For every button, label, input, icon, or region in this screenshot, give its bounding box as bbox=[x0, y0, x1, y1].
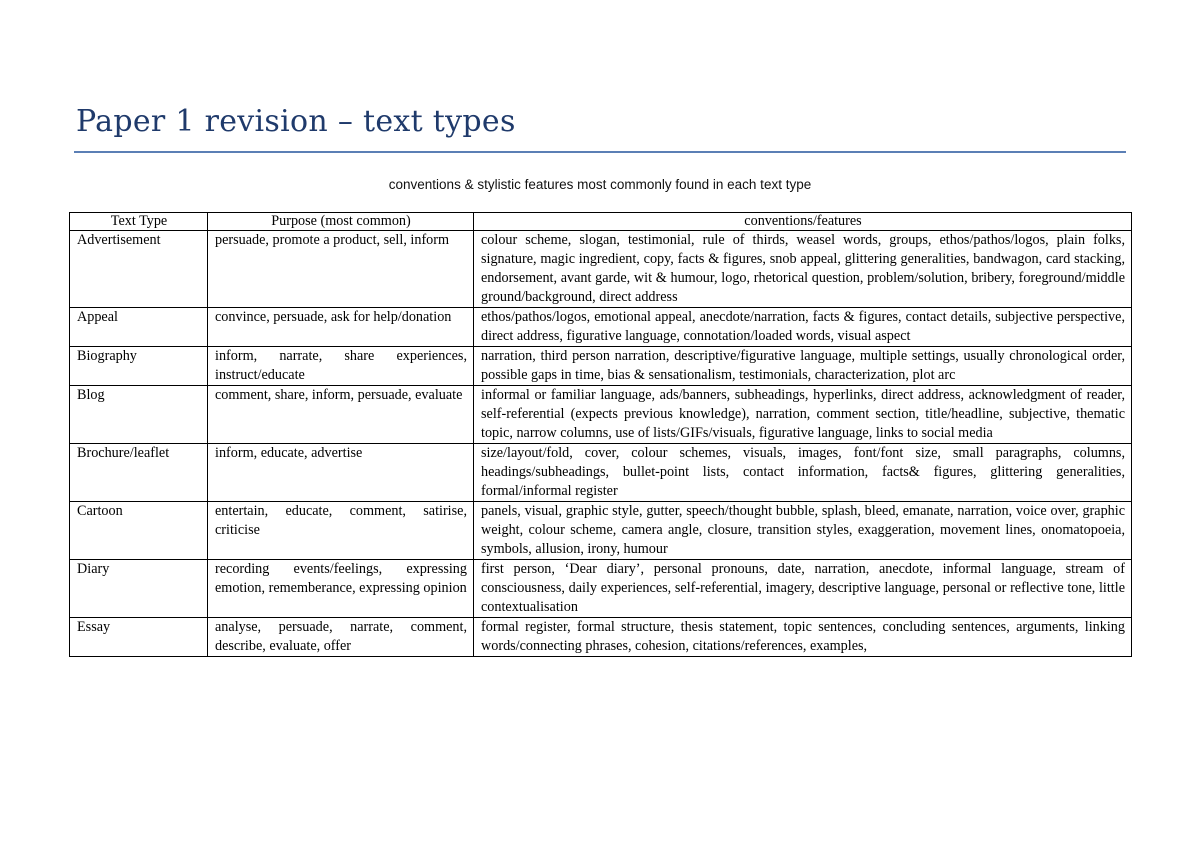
table-row bbox=[70, 502, 1132, 560]
cell-purpose: persuade, promote a product, sell, inform bbox=[208, 231, 474, 308]
table-row bbox=[70, 386, 1132, 444]
text-types-table bbox=[69, 212, 1132, 657]
header-text-type: Text Type bbox=[70, 213, 208, 231]
cell-text-type: Essay bbox=[70, 618, 208, 657]
table-row bbox=[70, 444, 1132, 502]
title-divider bbox=[74, 151, 1126, 153]
table-header-row bbox=[70, 213, 1132, 231]
cell-purpose: inform, narrate, share experiences, instruct/educate bbox=[208, 347, 474, 386]
cell-purpose: comment, share, inform, persuade, evaluate bbox=[208, 386, 474, 444]
cell-text-type: Brochure/leaflet bbox=[70, 444, 208, 502]
table-row bbox=[70, 308, 1132, 347]
cell-text-type: Advertisement bbox=[70, 231, 208, 308]
header-purpose: Purpose (most common) bbox=[208, 213, 474, 231]
cell-text-type: Biography bbox=[70, 347, 208, 386]
cell-features: narration, third person narration, descriptive/figurative language, multiple settings, usually chronological order, possible gaps in time, bias & sensationalism, testimonials, characterization, plot arc bbox=[474, 347, 1132, 386]
cell-text-type: Blog bbox=[70, 386, 208, 444]
cell-text-type: Appeal bbox=[70, 308, 208, 347]
cell-features: formal register, formal structure, thesis statement, topic sentences, concluding sentences, arguments, linking words/connecting phrases, cohesion, citations/references, examples, bbox=[474, 618, 1132, 657]
cell-purpose: entertain, educate, comment, satirise, criticise bbox=[208, 502, 474, 560]
cell-purpose: inform, educate, advertise bbox=[208, 444, 474, 502]
cell-purpose: recording events/feelings, expressing emotion, rememberance, expressing opinion bbox=[208, 560, 474, 618]
cell-features: size/layout/fold, cover, colour schemes, visuals, images, font/font size, small paragraphs, columns, headings/subheadings, bullet-point lists, contact information, facts& figures, glittering generalities, formal/informal register bbox=[474, 444, 1132, 502]
cell-features: ethos/pathos/logos, emotional appeal, anecdote/narration, facts & figures, contact details, subjective perspective, direct address, figurative language, connotation/loaded words, visual aspect bbox=[474, 308, 1132, 347]
cell-features: first person, ‘Dear diary’, personal pronouns, date, narration, anecdote, informal language, stream of consciousness, daily experiences, self-referential, imagery, descriptive language, personal or reflective tone, little contextualisation bbox=[474, 560, 1132, 618]
cell-text-type: Cartoon bbox=[70, 502, 208, 560]
cell-purpose: convince, persuade, ask for help/donation bbox=[208, 308, 474, 347]
cell-features: informal or familiar language, ads/banners, subheadings, hyperlinks, direct address, acknowledgment of reader, self-referential (expects previous knowledge), narration, comment section, title/headline, subjective, thematic topic, narrow columns, use of lists/GIFs/visuals, figurative language, links to social media bbox=[474, 386, 1132, 444]
header-features: conventions/features bbox=[474, 213, 1132, 231]
cell-purpose: analyse, persuade, narrate, comment, describe, evaluate, offer bbox=[208, 618, 474, 657]
page-subtitle: conventions & stylistic features most commonly found in each text type bbox=[388, 177, 812, 192]
cell-text-type: Diary bbox=[70, 560, 208, 618]
cell-features: colour scheme, slogan, testimonial, rule of thirds, weasel words, groups, ethos/pathos/logos, plain folks, signature, magic ingredient, copy, facts & figures, snob appeal, glittering generalities, bandwagon, card stacking, endorsement, avant garde, wit & humour, logo, rhetorical question, problem/solution, bribery, foreground/middle ground/background, direct address bbox=[474, 231, 1132, 308]
table-row bbox=[70, 618, 1132, 657]
table-row bbox=[70, 231, 1132, 308]
cell-features: panels, visual, graphic style, gutter, speech/thought bubble, splash, bleed, emanate, narration, voice over, graphic weight, colour scheme, camera angle, closure, transition styles, exaggeration, movement lines, onomatopoeia, symbols, allusion, irony, humour bbox=[474, 502, 1132, 560]
table-row bbox=[70, 347, 1132, 386]
table-row bbox=[70, 560, 1132, 618]
page-title: Paper 1 revision – text types bbox=[76, 104, 516, 139]
